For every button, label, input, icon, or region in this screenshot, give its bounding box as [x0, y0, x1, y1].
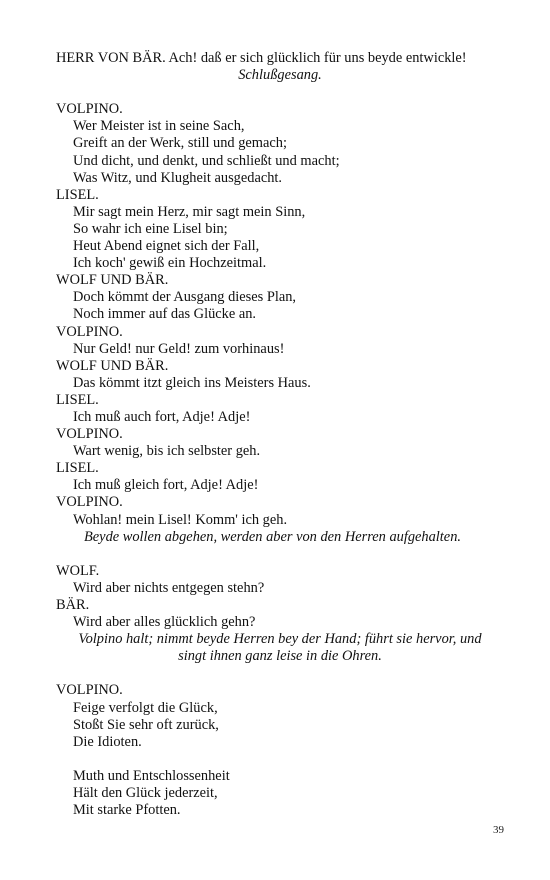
verse-line: Wohlan! mein Lisel! Komm' ich geh.: [73, 511, 288, 528]
verse-line: Ich muß auch fort, Adje! Adje!: [73, 408, 251, 425]
verse-line: Das kömmt itzt gleich ins Meisters Haus.: [73, 374, 311, 391]
blank-line: [56, 751, 504, 768]
verse-line: Noch immer auf das Glücke an.: [73, 306, 257, 323]
verse-line: Feige verfolgt die Glück,: [73, 699, 218, 716]
speaker-name: LISEL.: [56, 391, 99, 408]
verse-line: Mit starke Pfotten.: [73, 802, 181, 819]
verse-line: Greift an der Werk, still und gemach;: [73, 135, 287, 152]
stage-direction-song-title: Schlußgesang.: [238, 67, 322, 84]
verse-line: Stoßt Sie sehr oft zurück,: [73, 716, 219, 733]
verse-line: Wer Meister ist in seine Sach,: [73, 118, 245, 135]
speaker-name: VOLPINO.: [56, 494, 123, 511]
stage-direction: singt ihnen ganz leise in die Ohren.: [178, 648, 382, 665]
speaker-name: LISEL.: [56, 186, 99, 203]
verse-line: Was Witz, und Klugheit ausgedacht.: [73, 169, 283, 186]
verse-line: Mir sagt mein Herz, mir sagt mein Sinn,: [73, 203, 306, 220]
stage-direction: Volpino halt; nimmt beyde Herren bey der Hand; führt sie hervor, und: [78, 631, 482, 648]
blank-line: [56, 546, 504, 563]
stage-direction: Beyde wollen abgehen, werden aber von den Herren aufgehalten.: [84, 528, 461, 545]
speaker-name: WOLF.: [56, 562, 100, 579]
verse-line: Wird aber nichts entgegen stehn?: [73, 579, 265, 596]
verse-line: Hält den Glück jederzeit,: [73, 785, 218, 802]
speaker-name: LISEL.: [56, 460, 99, 477]
verse-line: Doch kömmt der Ausgang dieses Plan,: [73, 289, 297, 306]
play-text: [56, 50, 504, 819]
speaker-name: WOLF UND BÄR.: [56, 357, 169, 374]
speaker-name: VOLPINO.: [56, 682, 123, 699]
verse-line: Wird aber alles glücklich gehn?: [73, 614, 256, 631]
verse-line: Ich muß gleich fort, Adje! Adje!: [73, 477, 259, 494]
page-number: 39: [493, 824, 504, 836]
verse-line: Wart wenig, bis ich selbster geh.: [73, 443, 261, 460]
verse-line: Ich koch' gewiß ein Hochzeitmal.: [73, 255, 267, 272]
verse-line: Und dicht, und denkt, und schließt und macht;: [73, 152, 340, 169]
speaker-name: WOLF UND BÄR.: [56, 272, 169, 289]
verse-line: Heut Abend eignet sich der Fall,: [73, 238, 260, 255]
verse-line: Muth und Entschlossenheit: [73, 767, 230, 784]
speaker-name: VOLPINO.: [56, 323, 123, 340]
blank-line: [56, 665, 504, 682]
blank-line: [56, 84, 504, 101]
verse-line: Die Idioten.: [73, 733, 142, 750]
verse-line: Nur Geld! nur Geld! zum vorhinaus!: [73, 340, 285, 357]
speaker-name: VOLPINO.: [56, 426, 123, 443]
speaker-name: VOLPINO.: [56, 101, 123, 118]
opening-speech: HERR VON BÄR. Ach! daß er sich glücklich für uns beyde entwickle!: [56, 50, 467, 66]
speaker-name: BÄR.: [56, 597, 90, 613]
verse-line: So wahr ich eine Lisel bin;: [73, 220, 228, 237]
